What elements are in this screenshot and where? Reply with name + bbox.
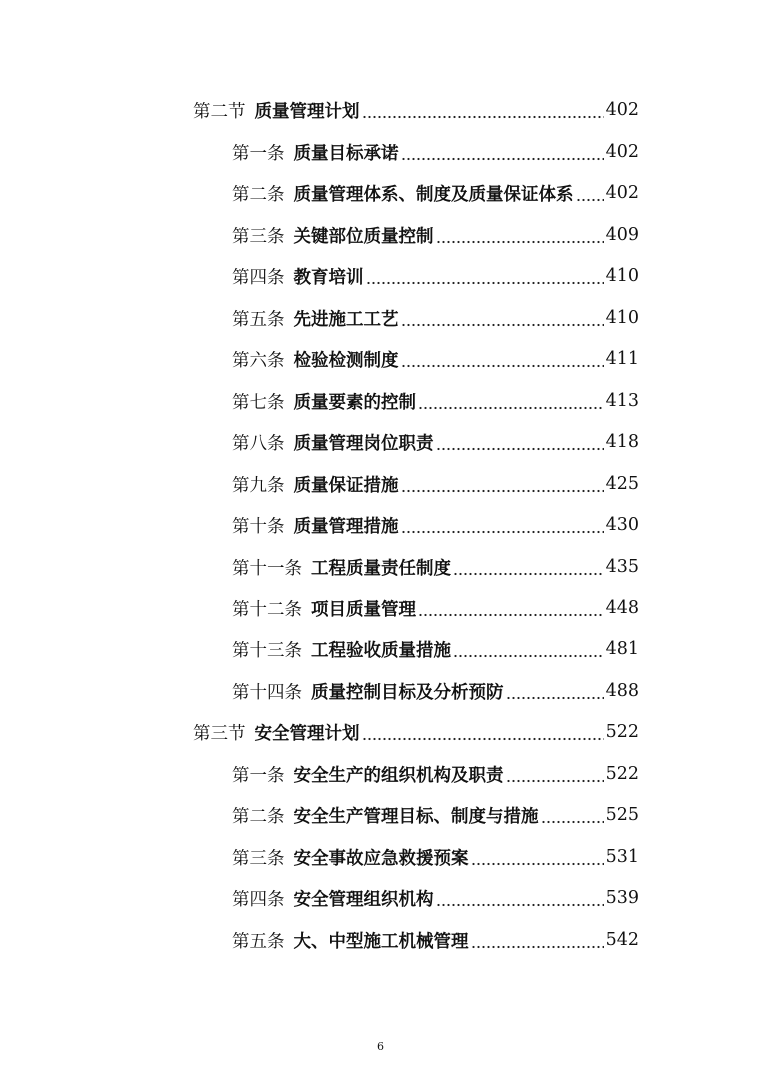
- toc-leader-dots: [453, 635, 604, 663]
- toc-leader-dots: [401, 511, 604, 539]
- toc-leader-dots: [401, 470, 604, 498]
- toc-entry-number: 第七条: [232, 392, 285, 413]
- toc-leader-dots: [541, 801, 604, 829]
- toc-entry-page: 448: [605, 598, 639, 618]
- toc-entry-number: 第五条: [232, 309, 285, 330]
- toc-entry[interactable]: [232, 345, 639, 373]
- toc-entry-page: 522: [605, 764, 639, 784]
- toc-entry-number: 第十三条: [232, 640, 302, 661]
- toc-leader-dots: [506, 677, 604, 705]
- toc-entry-title: 质量管理计划: [254, 101, 360, 122]
- toc-entry[interactable]: [232, 387, 639, 415]
- toc-entry-title: 安全管理计划: [254, 723, 360, 744]
- toc-leader-dots: [366, 262, 604, 290]
- toc-leader-dots: [471, 926, 604, 954]
- toc-entry-page: 435: [605, 557, 639, 577]
- toc-entry-title: 关键部位质量控制: [293, 226, 434, 247]
- toc-entry-title: 大、中型施工机械管理: [293, 931, 469, 952]
- toc-entry-title: 项目质量管理: [311, 599, 416, 620]
- toc-leader-dots: [436, 428, 604, 456]
- toc-entry-title: 工程验收质量措施: [311, 640, 451, 661]
- toc-entry[interactable]: [232, 553, 639, 581]
- toc-leader-dots: [418, 594, 604, 622]
- toc-entry-title: 质量管理体系、制度及质量保证体系: [293, 184, 574, 205]
- toc-entry[interactable]: [193, 718, 639, 746]
- toc-entry-page: 402: [605, 142, 639, 162]
- toc-entry-title: 质量管理措施: [293, 516, 399, 537]
- toc-entry-page: 539: [605, 888, 639, 908]
- toc-leader-dots: [401, 304, 604, 332]
- toc-entry-number: 第四条: [232, 889, 285, 910]
- toc-entry-title: 质量要素的控制: [293, 392, 416, 413]
- toc-entry-page: 488: [605, 681, 639, 701]
- toc-entry-page: 542: [605, 930, 639, 950]
- toc-entry-number: 第二条: [232, 806, 285, 827]
- toc-entry-page: 413: [605, 391, 639, 411]
- toc-entry[interactable]: [232, 801, 639, 829]
- toc-entry[interactable]: [232, 304, 639, 332]
- toc-entry-number: 第二条: [232, 184, 285, 205]
- toc-entry[interactable]: [232, 470, 639, 498]
- toc-entry[interactable]: [232, 428, 639, 456]
- toc-leader-dots: [506, 760, 604, 788]
- toc-entry-page: 410: [605, 308, 639, 328]
- toc-entry[interactable]: [232, 221, 639, 249]
- toc-leader-dots: [453, 553, 604, 581]
- toc-entry-title: 检验检测制度: [293, 350, 399, 371]
- toc-entry[interactable]: [232, 138, 639, 166]
- toc-entry-page: 425: [605, 474, 639, 494]
- toc-entry-number: 第四条: [232, 267, 285, 288]
- toc-entry-title: 质量管理岗位职责: [293, 433, 434, 454]
- toc-entry-number: 第二节: [193, 101, 246, 122]
- toc-entry-number: 第一条: [232, 143, 285, 164]
- page-number-footer: 6: [377, 1040, 384, 1053]
- toc-entry[interactable]: [232, 594, 639, 622]
- toc-entry-title: 安全生产管理目标、制度与措施: [293, 806, 539, 827]
- toc-entry[interactable]: [232, 262, 639, 290]
- toc-leader-dots: [401, 138, 604, 166]
- toc-entry-title: 工程质量责任制度: [311, 558, 451, 579]
- toc-entry-page: 411: [605, 349, 639, 369]
- toc-entry-number: 第五条: [232, 931, 285, 952]
- toc-entry-page: 481: [605, 639, 639, 659]
- toc-leader-dots: [436, 884, 604, 912]
- toc-entry[interactable]: [232, 511, 639, 539]
- toc-entry-page: 410: [605, 266, 639, 286]
- toc-entry-page: 402: [605, 100, 639, 120]
- toc-leader-dots: [401, 345, 604, 373]
- toc-leader-dots: [362, 718, 604, 746]
- toc-entry-title: 质量控制目标及分析预防: [311, 682, 504, 703]
- toc-entry-number: 第八条: [232, 433, 285, 454]
- toc-entry-number: 第十一条: [232, 558, 302, 579]
- toc-entry-number: 第十四条: [232, 682, 302, 703]
- toc-entry-page: 418: [605, 432, 639, 452]
- toc-entry[interactable]: [232, 760, 639, 788]
- toc-entry-number: 第六条: [232, 350, 285, 371]
- toc-entry-title: 安全管理组织机构: [293, 889, 434, 910]
- toc-entry-page: 525: [605, 805, 639, 825]
- toc-leader-dots: [436, 221, 604, 249]
- toc-entry[interactable]: [232, 677, 639, 705]
- toc-entry-title: 教育培训: [293, 267, 364, 288]
- toc-leader-dots: [362, 96, 604, 124]
- toc-entry[interactable]: [193, 96, 639, 124]
- toc-entry-number: 第十二条: [232, 599, 302, 620]
- toc-leader-dots: [471, 843, 604, 871]
- toc-entry[interactable]: [232, 179, 639, 207]
- toc-entry-number: 第三条: [232, 226, 285, 247]
- toc-entry-title: 质量保证措施: [293, 475, 399, 496]
- toc-entry-number: 第十条: [232, 516, 285, 537]
- toc-entry-number: 第三节: [193, 723, 246, 744]
- toc-entry[interactable]: [232, 884, 639, 912]
- toc-leader-dots: [576, 179, 604, 207]
- toc-entry-title: 质量目标承诺: [293, 143, 399, 164]
- toc-leader-dots: [418, 387, 604, 415]
- toc-entry-page: 522: [605, 722, 639, 742]
- toc-entry-page: 402: [605, 183, 639, 203]
- toc-entry-title: 安全生产的组织机构及职责: [293, 765, 504, 786]
- toc-entry-number: 第九条: [232, 475, 285, 496]
- toc-entry-number: 第一条: [232, 765, 285, 786]
- toc-entry-title: 安全事故应急救援预案: [293, 848, 469, 869]
- toc-entry[interactable]: [232, 843, 639, 871]
- toc-entry-page: 531: [605, 847, 639, 867]
- toc-entry[interactable]: [232, 635, 639, 663]
- toc-entry[interactable]: [232, 926, 639, 954]
- toc-entry-number: 第三条: [232, 848, 285, 869]
- toc-entry-page: 409: [605, 225, 639, 245]
- toc-entry-page: 430: [605, 515, 639, 535]
- toc-entry-title: 先进施工工艺: [293, 309, 399, 330]
